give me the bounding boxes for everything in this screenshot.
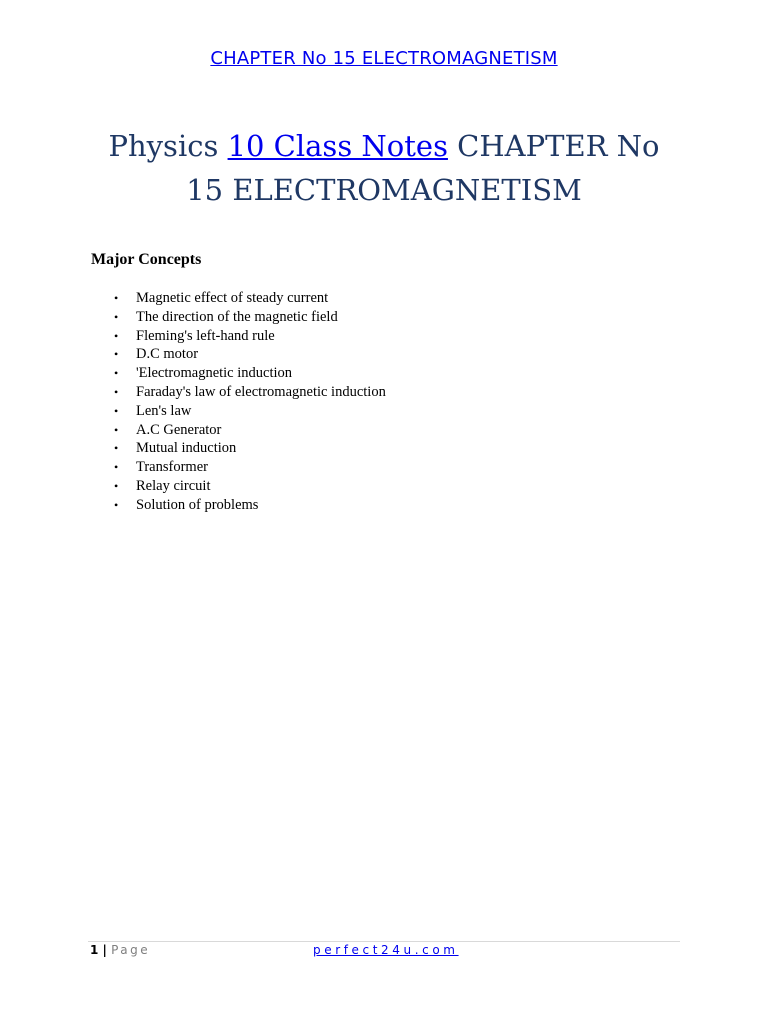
page-separator: |: [98, 943, 112, 957]
list-item: [0, 496, 386, 515]
list-item: [0, 327, 386, 346]
page-label: Page: [111, 943, 151, 957]
footer-site-link[interactable]: perfect24u.com: [313, 943, 459, 957]
bullet-icon: •: [114, 460, 119, 475]
list-item-text: Transformer: [136, 459, 208, 476]
class-notes-link[interactable]: 10 Class Notes: [227, 129, 448, 163]
list-item-text: 'Electromagnetic induction: [136, 365, 293, 382]
list-item-text: A.C Generator: [136, 421, 222, 438]
list-item-text: Relay circuit: [136, 477, 211, 494]
list-item: [0, 345, 386, 364]
list-item-text: Mutual induction: [136, 440, 237, 457]
bullet-icon: •: [114, 497, 119, 512]
list-item: [0, 308, 386, 327]
list-item-text: Fleming's left-hand rule: [136, 327, 275, 344]
bullet-icon: •: [114, 291, 119, 305]
chapter-title-link[interactable]: CHAPTER No 15 ELECTROMAGNETISM: [210, 48, 558, 69]
footer-page-indicator: [90, 943, 150, 957]
list-item: [0, 289, 386, 308]
bullet-icon: •: [114, 441, 119, 456]
title-suffix: CHAPTER No: [447, 129, 660, 163]
list-item: [0, 383, 386, 402]
bullet-icon: •: [114, 478, 119, 493]
page-number: 1: [90, 943, 99, 957]
header: [0, 48, 768, 69]
list-item: [0, 402, 386, 421]
list-item-text: Faraday's law of electromagnetic induction: [136, 383, 386, 400]
footer-divider: [88, 941, 680, 942]
bullet-icon: •: [114, 384, 119, 399]
bullet-icon: •: [114, 328, 119, 343]
list-item: [0, 364, 386, 383]
bullet-icon: •: [114, 366, 119, 381]
list-item: [0, 458, 386, 477]
page-title: [0, 124, 768, 212]
title-line-2: 15 ELECTROMAGNETISM: [186, 173, 582, 207]
bullet-icon: •: [114, 309, 119, 324]
list-item: [0, 421, 386, 440]
bullet-icon: •: [114, 403, 119, 418]
list-item-text: Len's law: [136, 402, 192, 419]
list-item-text: D.C motor: [136, 346, 199, 363]
bullet-icon: •: [114, 422, 119, 437]
list-item-text: Magnetic effect of steady current: [136, 290, 329, 306]
title-prefix: Physics: [108, 129, 228, 163]
list-item-text: The direction of the magnetic field: [136, 308, 338, 325]
concept-list: [0, 289, 386, 515]
list-item: [0, 477, 386, 496]
list-item-text: Solution of problems: [136, 496, 259, 513]
list-item: [0, 439, 386, 458]
bullet-icon: •: [114, 347, 119, 362]
section-heading: Major Concepts: [91, 251, 202, 268]
